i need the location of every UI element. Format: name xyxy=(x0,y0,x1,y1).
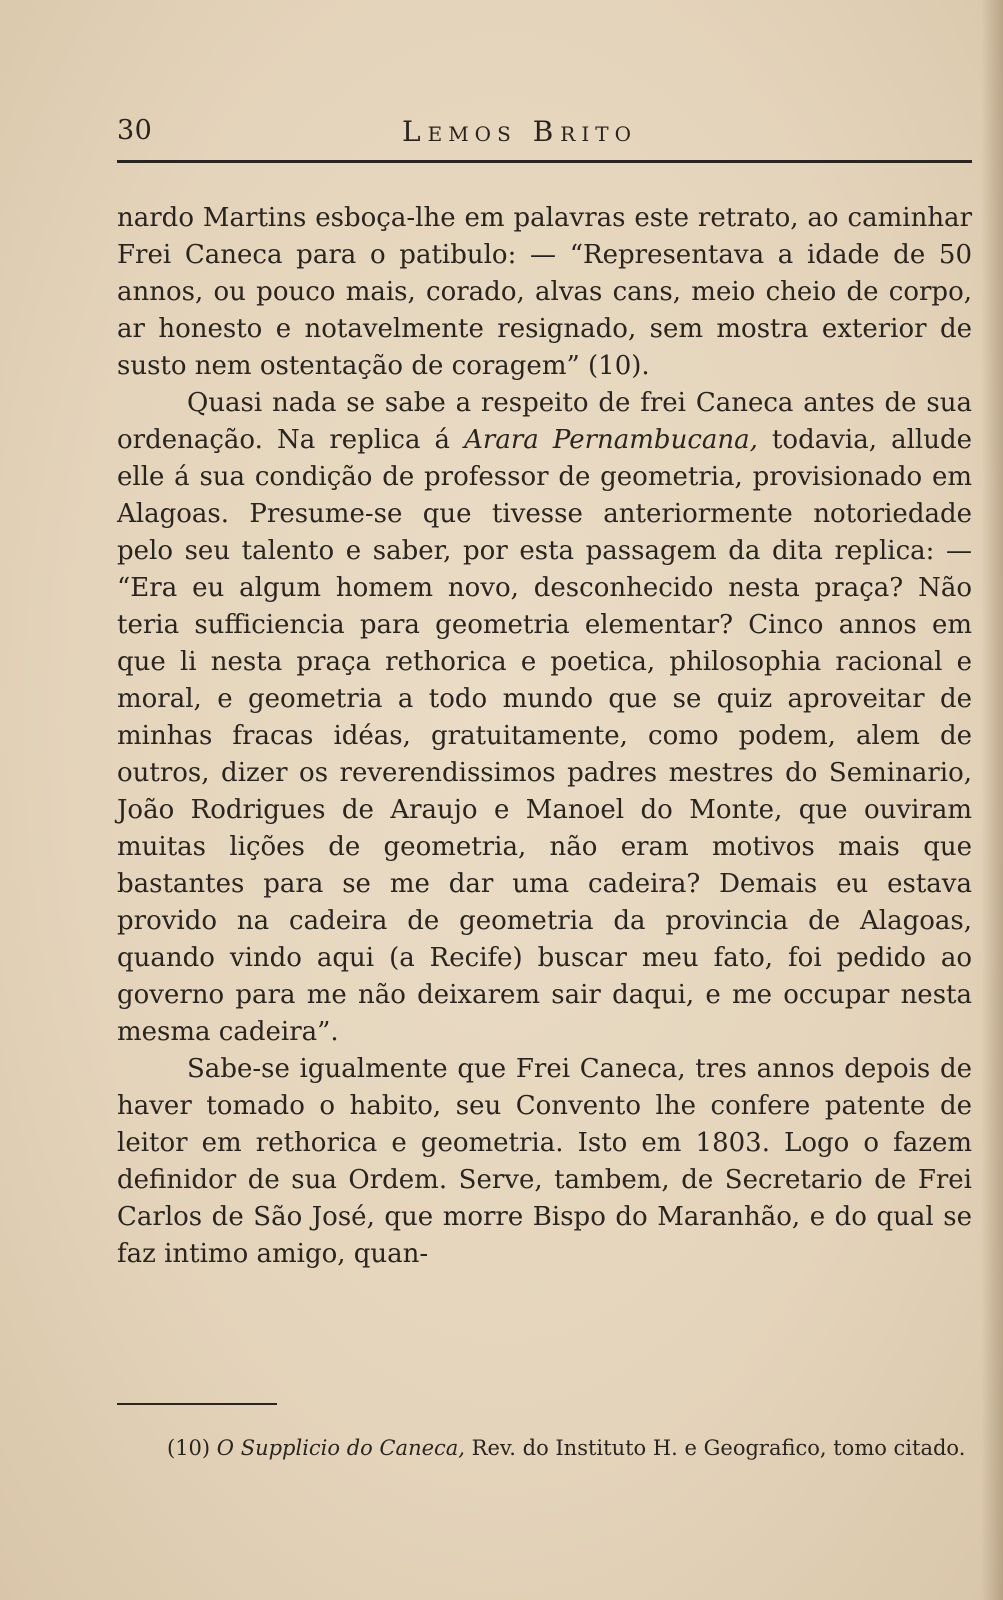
paragraph-3: Sabe-se igualmente que Frei Caneca, tres annos depois de haver tomado o habito, seu Convento lhe confere patente de leitor em rethorica e geometria. Isto em 1803. Logo o fazem definidor de sua Ordem. Serve, tambem, de Secretario de Frei Carlos de São José, que morre Bispo do Maranhão, e do qual se faz intimo amigo, quan- xyxy=(117,1054,972,1269)
paragraph-2-rest: todavia, allude elle á sua condição de professor de geometria, provisionado em Alagoas. Presume-se que tivesse anteriormente notoriedade pelo seu talento e saber, por esta passagem da dita replica: — “Era eu algum homem novo, desconhecido nesta praça? Não teria sufficiencia para geometria elementar? Cinco annos em que li nesta praça rethorica e poetica, philosophia racional e moral, e geometria a todo mundo que se quiz aproveitar de minhas fracas idéas, gratuitamente, como podem, alem de outros, dizer os reverendissimos padres mestres do Seminario, João Rodrigues de Araujo e Manoel do Monte, que ouviram muitas lições de geometria, não eram motivos mais que bastantes para se me dar uma cadeira? Demais eu estava provido na cadeira de geometria da provincia de Alagoas, quando vindo aqui (a Recife) buscar meu fato, foi pedido ao governo para me não deixarem sair daqui, e me occupar nesta mesma cadeira”. xyxy=(117,425,972,1047)
author-initial-l: L xyxy=(402,115,428,148)
footnote xyxy=(117,1432,972,1464)
paragraph-2 xyxy=(117,385,972,1051)
paragraph-2-title: Arara Pernambucana, xyxy=(464,425,758,455)
footnote-number: (10) xyxy=(167,1436,211,1460)
author-rest-rito: RITO xyxy=(560,122,637,146)
running-header xyxy=(117,115,972,155)
author-initial-b: B xyxy=(532,115,561,148)
running-head-author xyxy=(402,115,637,148)
footnote-rule xyxy=(117,1403,277,1405)
page-edge-shadow xyxy=(981,0,1003,1600)
author-rest-emos: EMOS xyxy=(427,122,517,146)
footnote-title: O Supplicio do Caneca, xyxy=(216,1436,465,1460)
footnote-text: Rev. do Instituto H. e Geografico, tomo citado. xyxy=(464,1436,966,1460)
header-rule xyxy=(117,160,972,163)
paragraph-1: nardo Martins esboça-lhe em palavras este retrato, ao caminhar Frei Caneca para o patibulo: — “Representava a idade de 50 annos, ou pouco mais, corado, alvas cans, meio cheio de corpo, ar honesto e notavelmente resignado, sem mostra exterior de susto nem ostentação de coragem” (10). xyxy=(117,203,972,381)
paragraph-2-start: Quasi nada se sabe a respeito de frei Caneca antes de sua ordenação. Na replica á xyxy=(117,388,972,455)
body-text xyxy=(117,200,972,1273)
page-number: 30 xyxy=(117,115,153,146)
